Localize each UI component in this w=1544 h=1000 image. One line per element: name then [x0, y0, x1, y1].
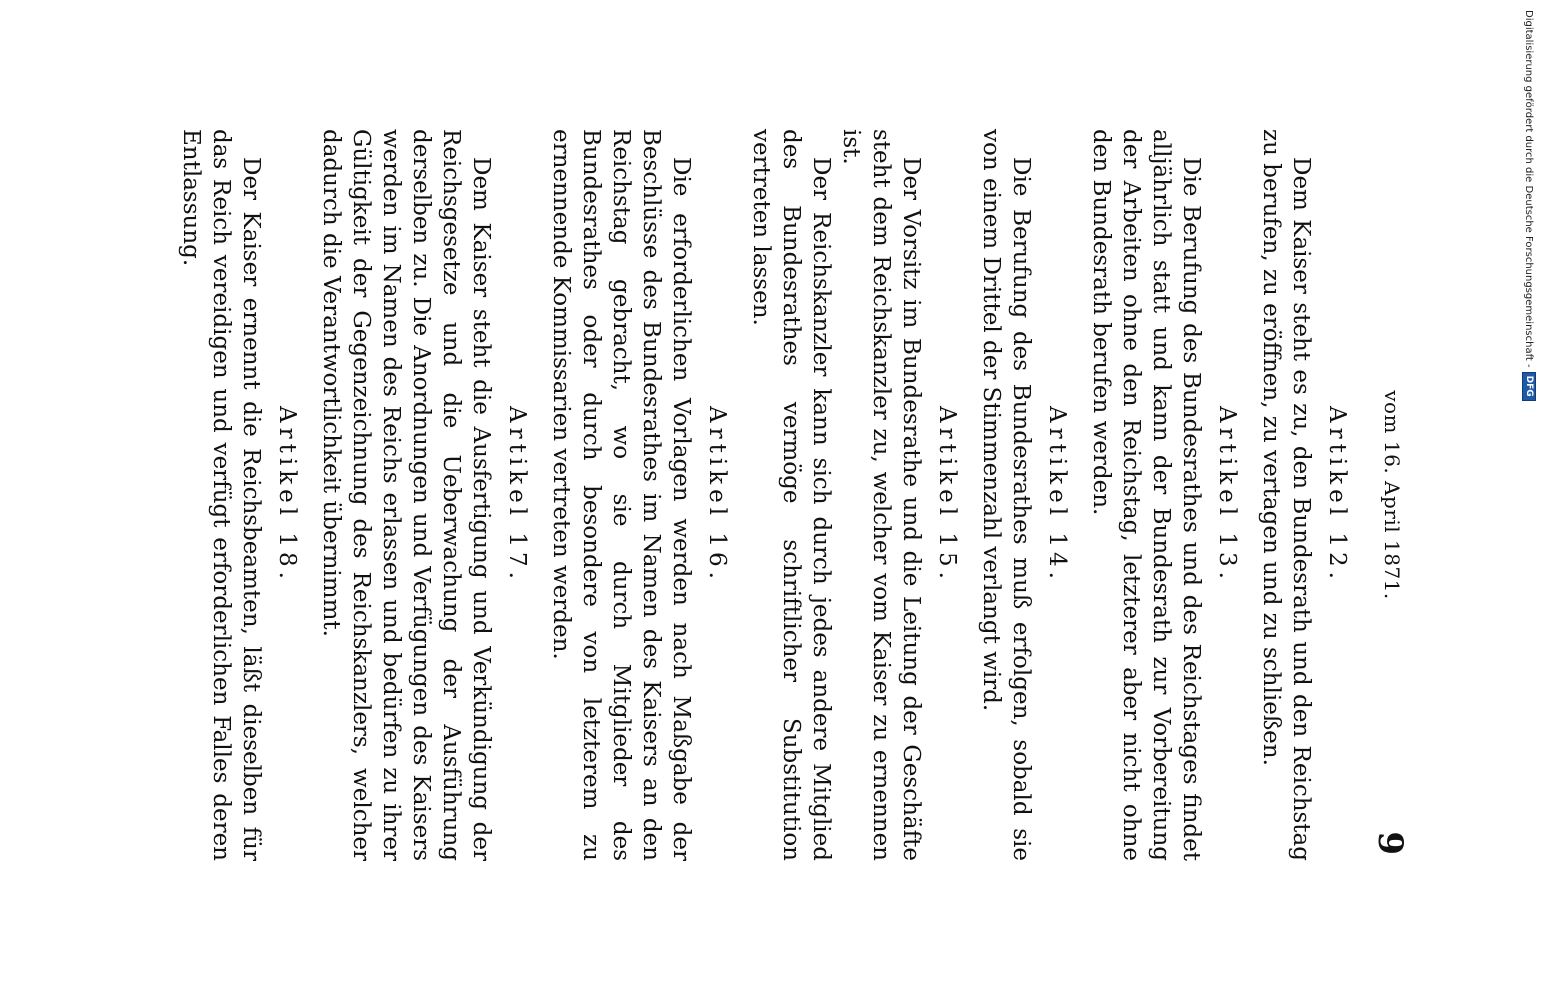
article-paragraph: Der Kaiser ernennt die Reichsbeamten, läßt dieselben für das Reich vereidigen und verfügt erforderlichen Falles deren Entlassung. — [178, 129, 264, 861]
article-paragraph: Dem Kaiser steht es zu, den Bundesrath und den Reichstag zu berufen, zu eröffnen, zu vertagen und zu schließen. — [1258, 129, 1314, 861]
article-heading: Artikel 15. — [934, 406, 960, 584]
article-15 — [746, 129, 960, 861]
article-paragraph: Die erforderlichen Vorlagen werden nach Maßgabe der Beschlüsse des Bundesrathes im Namen des Kaisers an den Reichstag gebracht, wo sie durch Mitglieder des Bundesrathes oder durch besondere von letzterem zu ernennende Kommissarien vertreten werden. — [548, 129, 694, 861]
article-heading: Artikel 12. — [1324, 406, 1350, 584]
scanned-page — [130, 125, 1410, 865]
article-paragraph: Die Berufung des Bundesrathes und des Reichstages findet alljährlich statt und kann der Bundesrath zur Vorbereitung der Arbeiten ohne den Reichstag, letzterer aber nicht ohne den Bundesrath berufen werden. — [1088, 129, 1204, 861]
page-rotated-content — [130, 125, 1410, 865]
article-heading: Artikel 13. — [1214, 406, 1240, 584]
dfg-logo: DFG — [1522, 372, 1536, 401]
page-content — [176, 125, 1410, 865]
article-16 — [546, 129, 730, 861]
article-heading: Artikel 16. — [704, 406, 730, 584]
article-paragraph: Der Reichskanzler kann sich durch jedes andere Mitglied des Bundesrathes vermöge schriftlicher Substitution vertreten lassen. — [748, 129, 834, 861]
digitization-note — [1516, 10, 1536, 450]
article-14 — [976, 129, 1070, 861]
article-heading: Artikel 17. — [504, 406, 530, 584]
article-12 — [1256, 129, 1350, 861]
page-number: 9 — [1370, 831, 1410, 855]
article-paragraph: Dem Kaiser steht die Ausfertigung und Verkündigung der Reichsgesetze und die Ueberwachung der Ausführung derselben zu. Die Anordnungen und Verfügungen des Kaisers werden im Namen des Reichs erlassen und bedürfen zu ihrer Gültigkeit der Gegenzeichnung des Reichskanzlers, welcher dadurch die Verantwortlichkeit übernimmt. — [318, 129, 494, 861]
article-17 — [316, 129, 530, 861]
article-paragraph: Der Vorsitz im Bundesrathe und die Leitung der Geschäfte steht dem Reichskanzler zu, welcher vom Kaiser zu ernennen ist. — [838, 129, 924, 861]
article-heading: Artikel 18. — [274, 406, 300, 584]
article-heading: Artikel 14. — [1044, 406, 1070, 584]
article-paragraph: Die Berufung des Bundesrathes muß erfolgen, sobald sie von einem Drittel der Stimmenzahl verlangt wird. — [978, 129, 1034, 861]
digitization-note-text: Digitalisierung gefördert durch die Deutsche Forschungsgemeinschaft - — [1523, 10, 1535, 368]
digitization-note-text-wrap — [1522, 10, 1536, 450]
article-13 — [1086, 129, 1240, 861]
article-18 — [176, 129, 300, 861]
page-header: vom 16. April 1871. — [1380, 390, 1404, 600]
page-header-row — [1366, 129, 1410, 861]
